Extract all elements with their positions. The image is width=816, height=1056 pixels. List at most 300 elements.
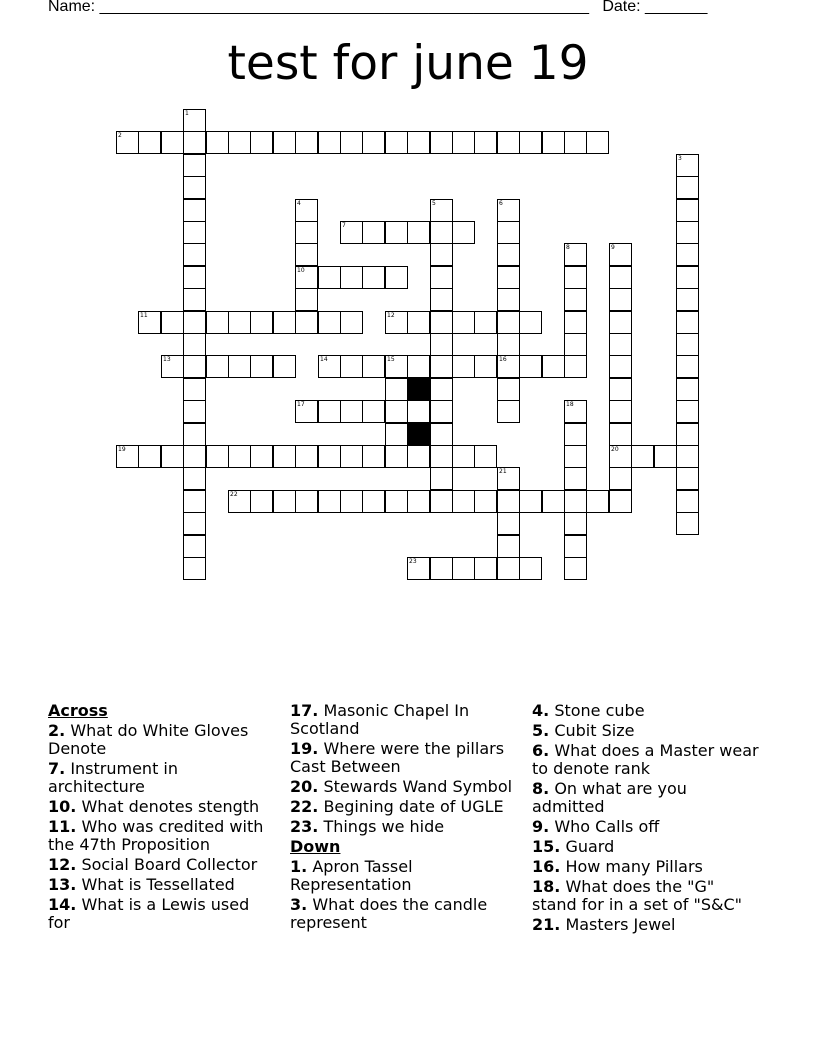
grid-cell[interactable]: [430, 243, 453, 266]
clue-number-label: 12.: [48, 855, 77, 874]
grid-cell[interactable]: [407, 557, 430, 580]
grid-cell[interactable]: [295, 311, 318, 334]
grid-cell[interactable]: [318, 445, 341, 468]
clue-item: [290, 740, 520, 776]
across-clue-list: [48, 722, 276, 932]
grid-cell[interactable]: [497, 131, 520, 154]
grid-cell[interactable]: [340, 490, 363, 513]
grid-cell[interactable]: [340, 311, 363, 334]
grid-cell[interactable]: [183, 176, 206, 199]
clue-item: [48, 896, 276, 932]
clue-number-label: 6.: [532, 741, 550, 760]
clue-number: 16: [499, 356, 507, 363]
clue-number-label: 18.: [532, 877, 561, 896]
clue-item: [48, 818, 276, 854]
grid-cell[interactable]: [564, 423, 587, 446]
grid-cell[interactable]: [295, 243, 318, 266]
grid-cell[interactable]: [452, 355, 475, 378]
grid-cell[interactable]: [676, 378, 699, 401]
grid-cell[interactable]: [183, 109, 206, 132]
grid-cell[interactable]: [676, 333, 699, 356]
down-heading: Down: [290, 837, 341, 856]
clue-number: 10: [297, 267, 305, 274]
grid-cell[interactable]: [497, 288, 520, 311]
grid-cell[interactable]: [564, 355, 587, 378]
grid-cell[interactable]: [430, 221, 453, 244]
grid-cell[interactable]: [430, 266, 453, 289]
page-title: test for june 19: [227, 36, 589, 91]
grid-cell[interactable]: [452, 490, 475, 513]
grid-cell[interactable]: [609, 378, 632, 401]
grid-cell[interactable]: [407, 400, 430, 423]
grid-cell[interactable]: [497, 535, 520, 558]
grid-cell[interactable]: [161, 131, 184, 154]
clue-number: 23: [409, 558, 417, 565]
clue-item: [48, 722, 276, 758]
grid-cell[interactable]: [452, 445, 475, 468]
across-heading: Across: [48, 701, 108, 720]
grid-cell[interactable]: [183, 445, 206, 468]
grid-cell[interactable]: [250, 311, 273, 334]
grid-cell[interactable]: [385, 490, 408, 513]
grid-cell[interactable]: [295, 445, 318, 468]
clue-item: [532, 858, 762, 876]
grid-cell[interactable]: [430, 490, 453, 513]
grid-cell[interactable]: [362, 400, 385, 423]
clue-item: [290, 858, 520, 894]
clue-number: 21: [499, 468, 507, 475]
clue-number: 22: [230, 491, 238, 498]
grid-cell[interactable]: [676, 288, 699, 311]
grid-cell[interactable]: [206, 445, 229, 468]
clue-text: Stewards Wand Symbol: [323, 777, 513, 796]
grid-cell[interactable]: [407, 221, 430, 244]
clue-number-label: 1.: [290, 857, 308, 876]
grid-cell[interactable]: [161, 445, 184, 468]
grid-cell[interactable]: [542, 131, 565, 154]
name-label: Name:: [48, 0, 96, 15]
grid-cell[interactable]: [385, 266, 408, 289]
grid-cell[interactable]: [183, 288, 206, 311]
grid-cell[interactable]: [676, 311, 699, 334]
grid-cell[interactable]: [564, 467, 587, 490]
grid-cell[interactable]: [609, 266, 632, 289]
grid-cell[interactable]: [228, 490, 251, 513]
grid-cell[interactable]: [519, 355, 542, 378]
clue-number: 5: [432, 200, 436, 207]
grid-cell[interactable]: [362, 266, 385, 289]
clue-number: 6: [499, 200, 503, 207]
grid-cell[interactable]: [340, 221, 363, 244]
clue-number: 19: [118, 446, 126, 453]
grid-cell[interactable]: [497, 400, 520, 423]
across-clue-list-continued: [290, 702, 520, 836]
grid-cell[interactable]: [430, 378, 453, 401]
grid-cell[interactable]: [340, 131, 363, 154]
grid-cell[interactable]: [474, 355, 497, 378]
grid-cell[interactable]: [497, 266, 520, 289]
grid-cell[interactable]: [228, 445, 251, 468]
clue-number: 15: [387, 356, 395, 363]
grid-cell[interactable]: [362, 355, 385, 378]
grid-cell[interactable]: [183, 154, 206, 177]
clue-text: What is a Lewis used for: [48, 895, 250, 932]
grid-cell[interactable]: [250, 355, 273, 378]
grid-cell[interactable]: [295, 131, 318, 154]
grid-cell[interactable]: [564, 400, 587, 423]
grid-cell[interactable]: [430, 131, 453, 154]
grid-cell[interactable]: [497, 467, 520, 490]
clue-text: On what are you admitted: [532, 779, 687, 816]
grid-cell[interactable]: [362, 490, 385, 513]
grid-cell[interactable]: [676, 266, 699, 289]
grid-cell[interactable]: [497, 243, 520, 266]
clue-item: [532, 742, 762, 778]
grid-cell[interactable]: [318, 266, 341, 289]
grid-cell[interactable]: [340, 355, 363, 378]
grid-cell[interactable]: [676, 512, 699, 535]
grid-cell[interactable]: [474, 131, 497, 154]
grid-cell[interactable]: [362, 445, 385, 468]
grid-cell[interactable]: [609, 445, 632, 468]
grid-cell[interactable]: [250, 445, 273, 468]
grid-cell[interactable]: [273, 445, 296, 468]
clue-number-label: 17.: [290, 701, 319, 720]
clue-number-label: 2.: [48, 721, 66, 740]
grid-cell[interactable]: [609, 333, 632, 356]
clue-number: 9: [611, 244, 615, 251]
grid-cell[interactable]: [250, 131, 273, 154]
grid-cell[interactable]: [138, 131, 161, 154]
grid-cell[interactable]: [609, 311, 632, 334]
grid-cell[interactable]: [385, 445, 408, 468]
clue-text: Begining date of UGLE: [323, 797, 504, 816]
clue-text: Guard: [565, 837, 615, 856]
grid-cell[interactable]: [228, 355, 251, 378]
grid-cell[interactable]: [497, 199, 520, 222]
black-square: [407, 378, 430, 401]
grid-cell[interactable]: [161, 355, 184, 378]
grid-cell[interactable]: [631, 445, 654, 468]
grid-cell[interactable]: [340, 445, 363, 468]
clues-column-2: [290, 700, 520, 932]
grid-cell[interactable]: [430, 557, 453, 580]
grid-cell[interactable]: [497, 333, 520, 356]
grid-cell[interactable]: [161, 311, 184, 334]
grid-cell[interactable]: [430, 423, 453, 446]
grid-cell[interactable]: [228, 311, 251, 334]
clue-item: [290, 896, 520, 932]
grid-cell[interactable]: [430, 355, 453, 378]
grid-cell[interactable]: [206, 355, 229, 378]
clue-item: [48, 876, 276, 894]
grid-cell[interactable]: [519, 490, 542, 513]
grid-cell[interactable]: [452, 557, 475, 580]
clue-item: [290, 818, 520, 836]
clue-number: 18: [566, 401, 574, 408]
clue-text: What does the "G" stand for in a set of "S&C": [532, 877, 743, 914]
grid-cell[interactable]: [542, 355, 565, 378]
grid-cell[interactable]: [519, 311, 542, 334]
grid-cell[interactable]: [676, 154, 699, 177]
grid-cell[interactable]: [407, 490, 430, 513]
grid-cell[interactable]: [295, 490, 318, 513]
clue-number-label: 19.: [290, 739, 319, 758]
grid-cell[interactable]: [138, 445, 161, 468]
grid-cell[interactable]: [474, 311, 497, 334]
grid-cell[interactable]: [385, 355, 408, 378]
grid-cell[interactable]: [609, 400, 632, 423]
grid-cell[interactable]: [609, 490, 632, 513]
clue-number: 4: [297, 200, 301, 207]
grid-cell[interactable]: [295, 221, 318, 244]
date-line[interactable]: _______: [645, 0, 708, 15]
grid-cell[interactable]: [452, 221, 475, 244]
grid-cell[interactable]: [564, 288, 587, 311]
clue-text: Apron Tassel Representation: [290, 857, 413, 894]
grid-cell[interactable]: [430, 400, 453, 423]
grid-cell[interactable]: [676, 445, 699, 468]
clue-number-label: 15.: [532, 837, 561, 856]
grid-cell[interactable]: [183, 311, 206, 334]
grid-cell[interactable]: [183, 400, 206, 423]
clue-item: [290, 798, 520, 816]
grid-cell[interactable]: [183, 423, 206, 446]
grid-cell[interactable]: [452, 311, 475, 334]
grid-cell[interactable]: [183, 557, 206, 580]
grid-cell[interactable]: [407, 445, 430, 468]
grid-cell[interactable]: [430, 467, 453, 490]
grid-cell[interactable]: [318, 490, 341, 513]
grid-cell[interactable]: [519, 557, 542, 580]
grid-cell[interactable]: [430, 333, 453, 356]
clue-text: Where were the pillars Cast Between: [290, 739, 505, 776]
clue-text: What does a Master wear to denote rank: [532, 741, 759, 778]
clue-text: What is Tessellated: [81, 875, 235, 894]
clue-item: [532, 916, 762, 934]
clue-number-label: 5.: [532, 721, 550, 740]
grid-cell[interactable]: [295, 400, 318, 423]
clue-number-label: 13.: [48, 875, 77, 894]
grid-cell[interactable]: [497, 512, 520, 535]
grid-cell[interactable]: [183, 131, 206, 154]
clue-text: Masters Jewel: [565, 915, 676, 934]
grid-cell[interactable]: [564, 445, 587, 468]
grid-cell[interactable]: [519, 131, 542, 154]
grid-cell[interactable]: [497, 221, 520, 244]
grid-cell[interactable]: [116, 445, 139, 468]
grid-cell[interactable]: [295, 199, 318, 222]
grid-cell[interactable]: [228, 131, 251, 154]
clue-number: 14: [320, 356, 328, 363]
grid-cell[interactable]: [340, 400, 363, 423]
grid-cell[interactable]: [385, 378, 408, 401]
clue-number: 11: [140, 312, 148, 319]
clue-number-label: 9.: [532, 817, 550, 836]
clue-item: [290, 702, 520, 738]
grid-cell[interactable]: [497, 557, 520, 580]
grid-cell[interactable]: [206, 311, 229, 334]
grid-cell[interactable]: [586, 490, 609, 513]
grid-cell[interactable]: [183, 512, 206, 535]
clue-number: 13: [163, 356, 171, 363]
grid-cell[interactable]: [385, 131, 408, 154]
grid-cell[interactable]: [452, 131, 475, 154]
clue-item: [290, 778, 520, 796]
grid-cell[interactable]: [407, 355, 430, 378]
grid-cell[interactable]: [609, 423, 632, 446]
grid-cell[interactable]: [564, 333, 587, 356]
grid-cell[interactable]: [474, 445, 497, 468]
grid-cell[interactable]: [430, 288, 453, 311]
grid-cell[interactable]: [183, 266, 206, 289]
grid-cell[interactable]: [474, 490, 497, 513]
clue-number-label: 21.: [532, 915, 561, 934]
grid-cell[interactable]: [676, 355, 699, 378]
grid-cell[interactable]: [407, 131, 430, 154]
clue-number-label: 4.: [532, 701, 550, 720]
grid-cell[interactable]: [407, 311, 430, 334]
grid-cell[interactable]: [183, 199, 206, 222]
clue-text: Stone cube: [554, 701, 645, 720]
clue-text: Instrument in architecture: [48, 759, 179, 796]
grid-cell[interactable]: [273, 355, 296, 378]
clue-number-label: 14.: [48, 895, 77, 914]
grid-cell[interactable]: [474, 557, 497, 580]
grid-cell[interactable]: [654, 445, 677, 468]
grid-cell[interactable]: [676, 490, 699, 513]
grid-cell[interactable]: [385, 400, 408, 423]
clue-number-label: 10.: [48, 797, 77, 816]
grid-cell[interactable]: [542, 490, 565, 513]
clue-number: 2: [118, 132, 122, 139]
clue-text: Masonic Chapel In Scotland: [290, 701, 470, 738]
down-clue-list-continued: [532, 702, 762, 934]
grid-cell[interactable]: [564, 131, 587, 154]
grid-cell[interactable]: [676, 467, 699, 490]
grid-cell[interactable]: [318, 311, 341, 334]
grid-cell[interactable]: [676, 221, 699, 244]
grid-cell[interactable]: [564, 557, 587, 580]
clue-number-label: 3.: [290, 895, 308, 914]
grid-cell[interactable]: [586, 131, 609, 154]
grid-cell[interactable]: [497, 355, 520, 378]
grid-cell[interactable]: [676, 400, 699, 423]
grid-cell[interactable]: [183, 221, 206, 244]
clue-item: [532, 818, 762, 836]
grid-cell[interactable]: [183, 355, 206, 378]
clue-number-label: 22.: [290, 797, 319, 816]
grid-cell[interactable]: [183, 378, 206, 401]
grid-cell[interactable]: [676, 423, 699, 446]
grid-cell[interactable]: [676, 176, 699, 199]
clue-item: [532, 702, 762, 720]
grid-cell[interactable]: [564, 266, 587, 289]
clue-number-label: 16.: [532, 857, 561, 876]
clue-item: [532, 838, 762, 856]
grid-cell[interactable]: [183, 535, 206, 558]
grid-cell[interactable]: [430, 199, 453, 222]
grid-cell[interactable]: [385, 423, 408, 446]
grid-cell[interactable]: [497, 311, 520, 334]
clue-text: Who Calls off: [554, 817, 660, 836]
grid-cell[interactable]: [676, 243, 699, 266]
clue-text: How many Pillars: [565, 857, 703, 876]
clue-number: 7: [342, 222, 346, 229]
date-label: Date:: [602, 0, 641, 15]
clues-column-1: [48, 700, 276, 932]
grid-cell[interactable]: [609, 243, 632, 266]
clue-number: 8: [566, 244, 570, 251]
clue-item: [532, 780, 762, 816]
grid-cell[interactable]: [564, 490, 587, 513]
grid-cell[interactable]: [385, 311, 408, 334]
grid-cell[interactable]: [362, 131, 385, 154]
grid-cell[interactable]: [564, 512, 587, 535]
grid-cell[interactable]: [318, 131, 341, 154]
grid-cell[interactable]: [183, 333, 206, 356]
clue-text: Social Board Collector: [81, 855, 258, 874]
grid-cell[interactable]: [273, 311, 296, 334]
grid-cell[interactable]: [273, 131, 296, 154]
clue-number: 20: [611, 446, 619, 453]
grid-cell[interactable]: [564, 243, 587, 266]
clue-number-label: 7.: [48, 759, 66, 778]
clue-text: What do White Gloves Denote: [48, 721, 249, 758]
grid-cell[interactable]: [497, 490, 520, 513]
clue-number-label: 23.: [290, 817, 319, 836]
grid-cell[interactable]: [430, 445, 453, 468]
grid-cell[interactable]: [206, 131, 229, 154]
grid-cell[interactable]: [362, 221, 385, 244]
clue-text: Who was credited with the 47th Proposition: [48, 817, 264, 854]
grid-cell[interactable]: [430, 311, 453, 334]
grid-cell[interactable]: [609, 288, 632, 311]
grid-cell[interactable]: [385, 221, 408, 244]
grid-cell[interactable]: [295, 288, 318, 311]
clue-number: 3: [678, 155, 682, 162]
grid-cell[interactable]: [497, 378, 520, 401]
grid-cell[interactable]: [318, 355, 341, 378]
clue-number: 1: [185, 110, 189, 117]
grid-cell[interactable]: [183, 243, 206, 266]
grid-cell[interactable]: [609, 355, 632, 378]
clue-text: Cubit Size: [554, 721, 635, 740]
down-clue-list: [290, 858, 520, 932]
grid-cell[interactable]: [183, 490, 206, 513]
grid-cell[interactable]: [295, 266, 318, 289]
grid-cell[interactable]: [340, 266, 363, 289]
name-line[interactable]: _______________________________________________________: [99, 0, 589, 15]
grid-cell[interactable]: [250, 490, 273, 513]
grid-cell[interactable]: [564, 311, 587, 334]
grid-cell[interactable]: [676, 199, 699, 222]
grid-cell[interactable]: [564, 535, 587, 558]
grid-cell[interactable]: [318, 400, 341, 423]
clue-item: [48, 760, 276, 796]
clues-column-3: [532, 700, 762, 934]
grid-cell[interactable]: [183, 467, 206, 490]
grid-cell[interactable]: [273, 490, 296, 513]
clue-item: [48, 856, 276, 874]
clue-number-label: 11.: [48, 817, 77, 836]
grid-cell[interactable]: [116, 131, 139, 154]
grid-cell[interactable]: [138, 311, 161, 334]
clue-text: What denotes stength: [81, 797, 260, 816]
clue-item: [532, 878, 762, 914]
clue-number-label: 20.: [290, 777, 319, 796]
grid-cell[interactable]: [609, 467, 632, 490]
